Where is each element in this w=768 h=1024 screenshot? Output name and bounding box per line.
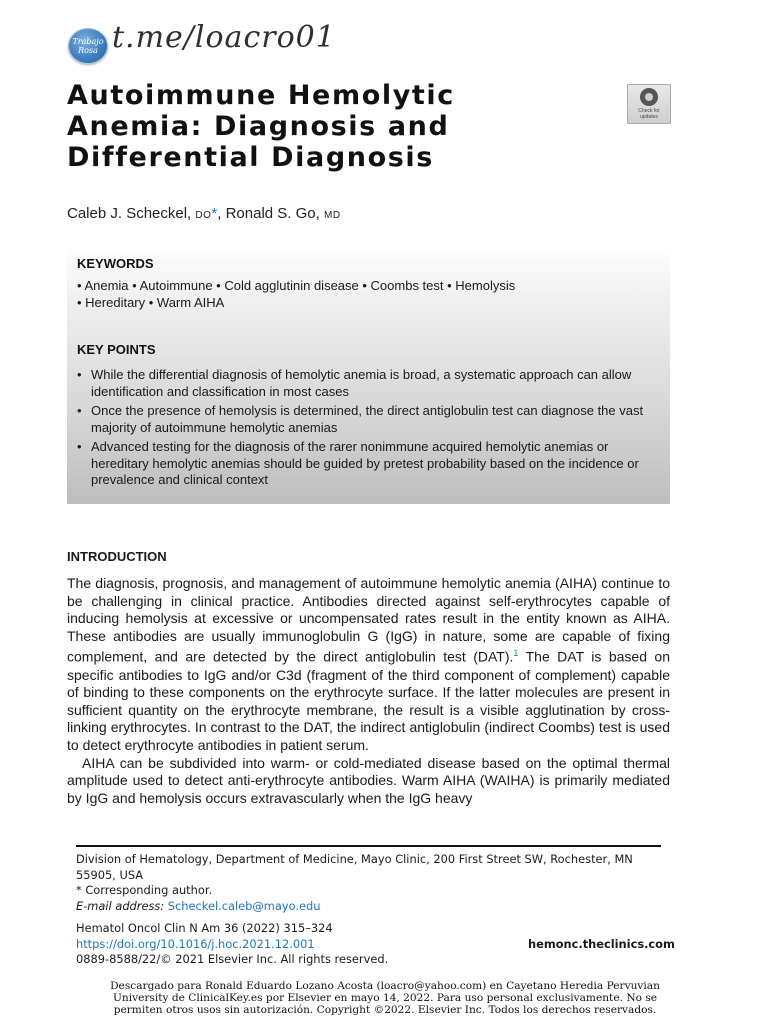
keywords-heading: KEYWORDS — [77, 256, 154, 271]
corresponding-author-note: * Corresponding author. — [76, 883, 213, 897]
intro-paragraph-2: AIHA can be subdivided into warm- or cold-mediated disease based on the optimal thermal amplitude used to detect anti-erythrocyte antibodies. Warm AIHA (WAIHA) is primarily mediated by IgG and hemolysis occurs extravascularly when the IgG heavy — [67, 754, 670, 806]
keywords-line-2: • Hereditary • Warm AIHA — [77, 295, 225, 310]
footnote-divider — [76, 845, 661, 847]
watermark-text: t.me/loacro01 — [112, 20, 336, 55]
author-1-name: Caleb J. Scheckel, — [67, 205, 196, 222]
intro-p1-text-b: The DAT is based on specific antibodies to IgG and/or C3d (fragment of the third component of complement) capable of binding to these components on the erythrocyte surface. If the latter molecules are present in sufficient quantity on the erythrocyte membrane, the result is a visible agglutination by cross-linking erythrocytes. In contrast to the DAT, the indirect antiglobulin (indirect Coombs) test is used to detect erythrocyte antibodies in patient serum. — [67, 649, 670, 753]
journal-site[interactable]: hemonc.theclinics.com — [528, 937, 675, 951]
key-points-heading: KEY POINTS — [77, 342, 156, 357]
intro-paragraph-1 — [67, 575, 670, 755]
article-title: Autoimmune Hemolytic Anemia: Diagnosis and Differential Diagnosis — [67, 80, 455, 173]
check-updates-line1: Check for — [638, 108, 660, 114]
email-label: E-mail address: — [76, 898, 165, 913]
author-2-degree: MD — [323, 210, 341, 221]
key-point-item: • Advanced testing for the diagnosis of the rarer nonimmune acquired hemolytic anemias or hereditary hemolytic anemias should be guided by pretest probability based on the incidence or prevalence and clinical context — [77, 439, 657, 489]
author-1-degree: DO — [195, 210, 212, 221]
doi-link[interactable]: https://doi.org/10.1016/j.hoc.2021.12.001 — [76, 936, 315, 951]
author-line — [67, 205, 341, 222]
watermark-badge-line1: Trabajo — [72, 37, 104, 46]
reference-link-1[interactable]: 1 — [513, 648, 519, 659]
check-for-updates-badge[interactable] — [627, 84, 671, 124]
key-point-item: • While the differential diagnosis of hemolytic anemia is broad, a systematic approach can allow identification and classification in most cases — [77, 367, 657, 400]
introduction-body — [67, 575, 670, 807]
keywords-line-1: • Anemia • Autoimmune • Cold agglutinin disease • Coombs test • Hemolysis — [77, 278, 516, 293]
corresponding-author-mark[interactable]: * — [211, 205, 218, 222]
check-updates-line2: updates — [640, 114, 658, 120]
author-2-name: Ronald S. Go, — [225, 205, 324, 222]
intro-p1-text-a: The diagnosis, prognosis, and management of autoimmune hemolytic anemia (AIHA) continue to be challenging in clinical practice. Antibodies directed against self-erythrocytes capable of inducing hemolysis at excessive or uncompensated rates result in the entity known as AIHA. These antibodies are usually immunoglobulin G (IgG) in nature, some are capable of fixing complement, and are detected by the direct antiglobulin test (DAT). — [67, 575, 670, 666]
journal-info — [76, 921, 388, 968]
footnotes — [76, 852, 666, 914]
email-line — [76, 899, 666, 915]
journal-citation: Hematol Oncol Clin N Am 36 (2022) 315–324 — [76, 921, 333, 935]
affiliation: Division of Hematology, Department of Medicine, Mayo Clinic, 200 First Street SW, Rochester, MN 55905, USA — [76, 852, 633, 882]
download-notice: Descargado para Ronald Eduardo Lozano Acosta (loacro@yahoo.com) en Cayetano Heredia Pervuvian University de ClinicalKey.es por Elsevier en mayo 14, 2022. Para uso personal exclusivamente. No se permiten otros usos sin autorización. Copyright ©2022. Elsevier Inc. Todos los derechos reservados. — [110, 980, 660, 1016]
issn-copyright: 0889-8588/22/© 2021 Elsevier Inc. All rights reserved. — [76, 952, 389, 966]
introduction-heading: INTRODUCTION — [67, 549, 167, 564]
key-points-list — [77, 367, 657, 492]
key-point-item: • Once the presence of hemolysis is determined, the direct antiglobulin test can diagnose the vast majority of autoimmune hemolytic anemias — [77, 403, 657, 436]
watermark-logo — [68, 28, 108, 64]
author-separator: , — [217, 205, 226, 222]
email-link[interactable]: Scheckel.caleb@mayo.edu — [167, 898, 321, 913]
check-updates-icon — [640, 88, 658, 106]
watermark-badge-line2: Rosa — [78, 46, 98, 55]
